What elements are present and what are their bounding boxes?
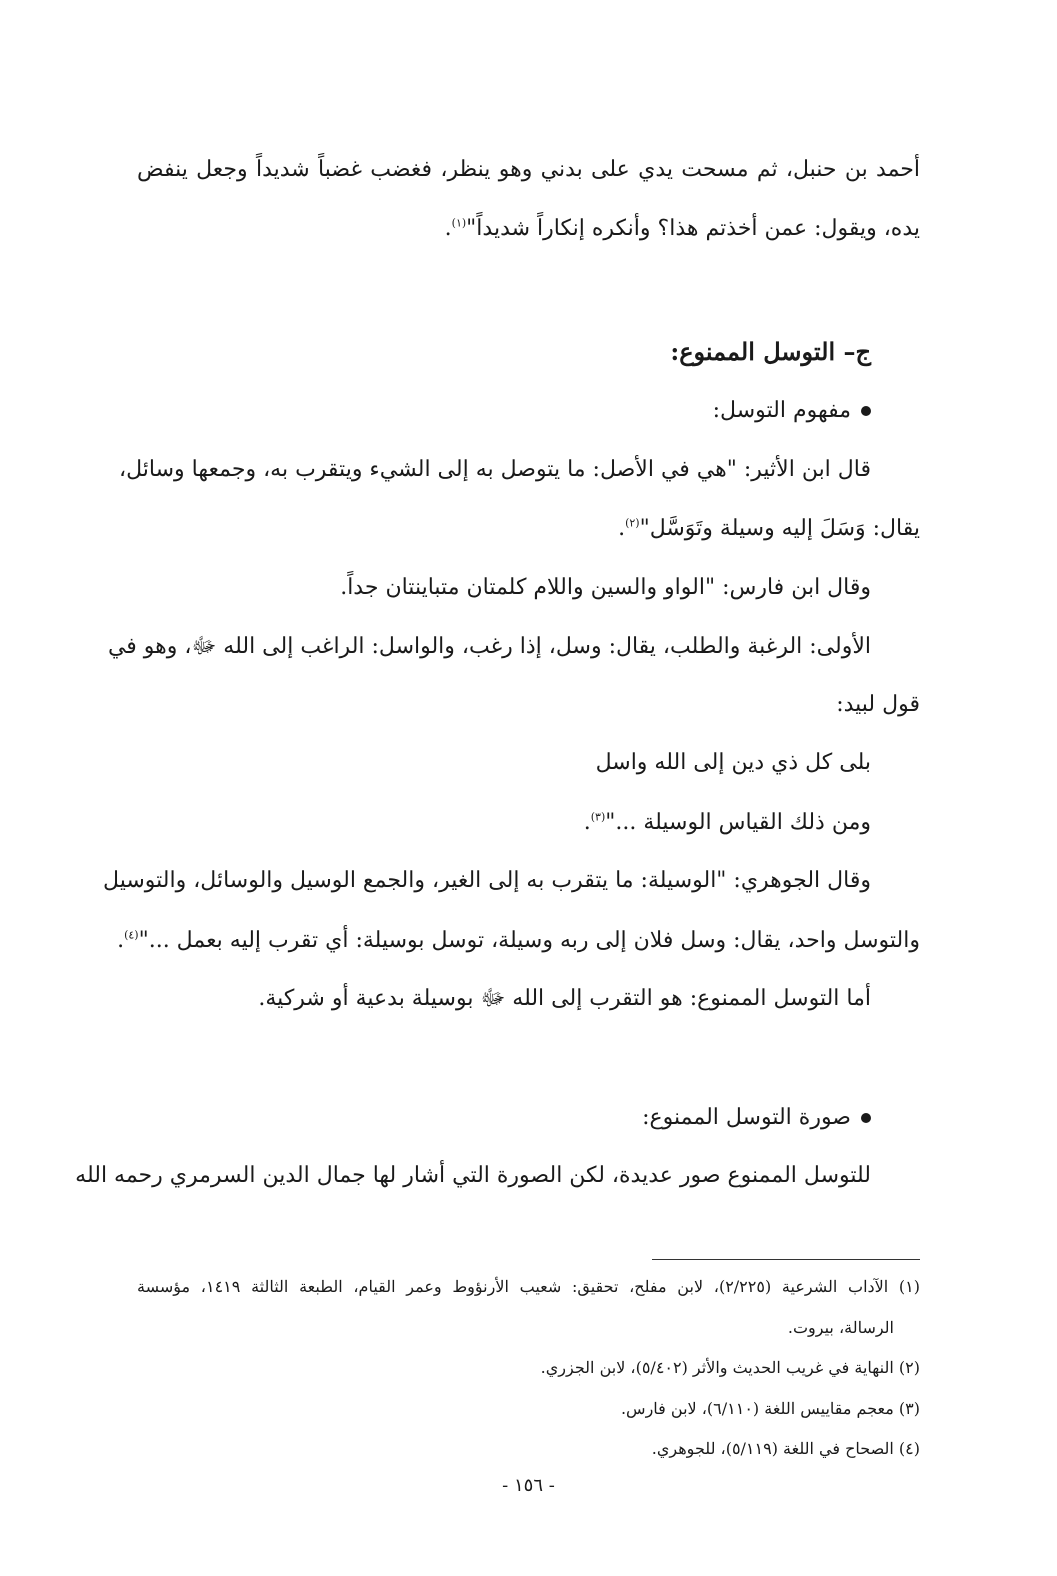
paragraph-line [75, 1161, 871, 1191]
text: يده، ويقول: عمن أخذتم هذا؟ وأنكره إنكاراً شديداً" [466, 216, 920, 241]
text: والتوسل واحد، يقال: وسل فلان إلى ربه وسيلة، توسل بوسيلة: أي تقرب إليه بعمل ..." [138, 928, 920, 953]
text: أحمد بن حنبل، ثم مسحت يدي على بدني وهو ينظر، فغضب غضباً شديداً وجعل ينفض [137, 157, 920, 182]
text: بلى كل ذي دين إلى الله واسل [595, 750, 871, 775]
paragraph-line [584, 808, 871, 838]
footnote-ref: (١) [451, 216, 467, 230]
footnote-text: الرسالة، بيروت. [787, 1318, 894, 1337]
paragraph-line [445, 214, 920, 244]
paragraph-line [107, 632, 871, 662]
bullet-item [642, 1103, 871, 1133]
footnote-text: (١) الآداب الشرعية (٢/٢٢٥)، لابن مفلح، تحقيق: شعيب الأرنؤوط وعمر القيام، الطبعة الثالثة ١٤١٩، مؤسسة [137, 1277, 921, 1296]
text: للتوسل الممنوع صور عديدة، لكن الصورة التي أشار لها جمال الدين السرمري رحمه الله [75, 1163, 871, 1188]
footnote-ref: (٤) [124, 928, 139, 942]
footnote-divider [652, 1259, 920, 1260]
bullet-icon [861, 1113, 871, 1123]
footnote-text: (٢) النهاية في غريب الحديث والأثر (٥/٤٠٢)، لابن الجزري. [540, 1358, 920, 1377]
paragraph-line [618, 514, 920, 544]
text: الأولى: الرغبة والطلب، يقال: وسل، إذا رغب، والواسل: الراغب إلى الله ﷻ، وهو في [107, 634, 871, 659]
paragraph-line [137, 155, 920, 185]
paragraph-line [119, 455, 871, 485]
text: . [444, 216, 452, 241]
text: وقال ابن فارس: "الواو والسين واللام كلمتان متباينتان جداً. [340, 575, 871, 600]
verse-line [596, 748, 871, 778]
footnote [621, 1397, 920, 1421]
text: . [618, 516, 626, 541]
text: ومن ذلك القياس الوسيلة ..." [605, 810, 871, 835]
footnote-text: (٤) الصحاح في اللغة (٥/١١٩)، للجوهري. [651, 1439, 920, 1458]
paragraph-line [258, 984, 871, 1014]
footnote [137, 1275, 920, 1299]
section-heading: ج– التوسل الممنوع: [670, 337, 871, 366]
footnote-ref: (٢) [625, 516, 640, 530]
text: . [117, 928, 125, 953]
paragraph-line [340, 573, 871, 603]
text: . [583, 810, 591, 835]
footnote-continuation [788, 1316, 894, 1340]
text: قال ابن الأثير: "هي في الأصل: ما يتوصل به إلى الشيء ويتقرب به، وجمعها وسائل، [119, 457, 871, 482]
footnote [652, 1437, 920, 1461]
paragraph-line [103, 866, 871, 896]
footnote-ref: (٣) [590, 810, 606, 824]
text: يقال: وَسَلَ إليه وسيلة وتَوَسَّل" [639, 516, 920, 541]
page-number: - ١٥٦ - [502, 1475, 555, 1496]
bullet-item [713, 396, 871, 426]
text: قول لبيد: [836, 692, 920, 717]
footnote [541, 1356, 920, 1380]
bullet-icon [861, 406, 871, 416]
text: أما التوسل الممنوع: هو التقرب إلى الله ﷻ بوسيلة بدعية أو شركية. [258, 986, 871, 1011]
bullet-label: صورة التوسل الممنوع: [642, 1105, 851, 1130]
paragraph-line [836, 690, 920, 720]
bullet-label: مفهوم التوسل: [712, 398, 851, 423]
paragraph-line [117, 926, 920, 956]
footnote-text: (٣) معجم مقاييس اللغة (٦/١١٠)، لابن فارس. [620, 1399, 920, 1418]
text: وقال الجوهري: "الوسيلة: ما يتقرب به إلى الغير، والجمع الوسيل والوسائل، والتوسيل [103, 868, 871, 893]
